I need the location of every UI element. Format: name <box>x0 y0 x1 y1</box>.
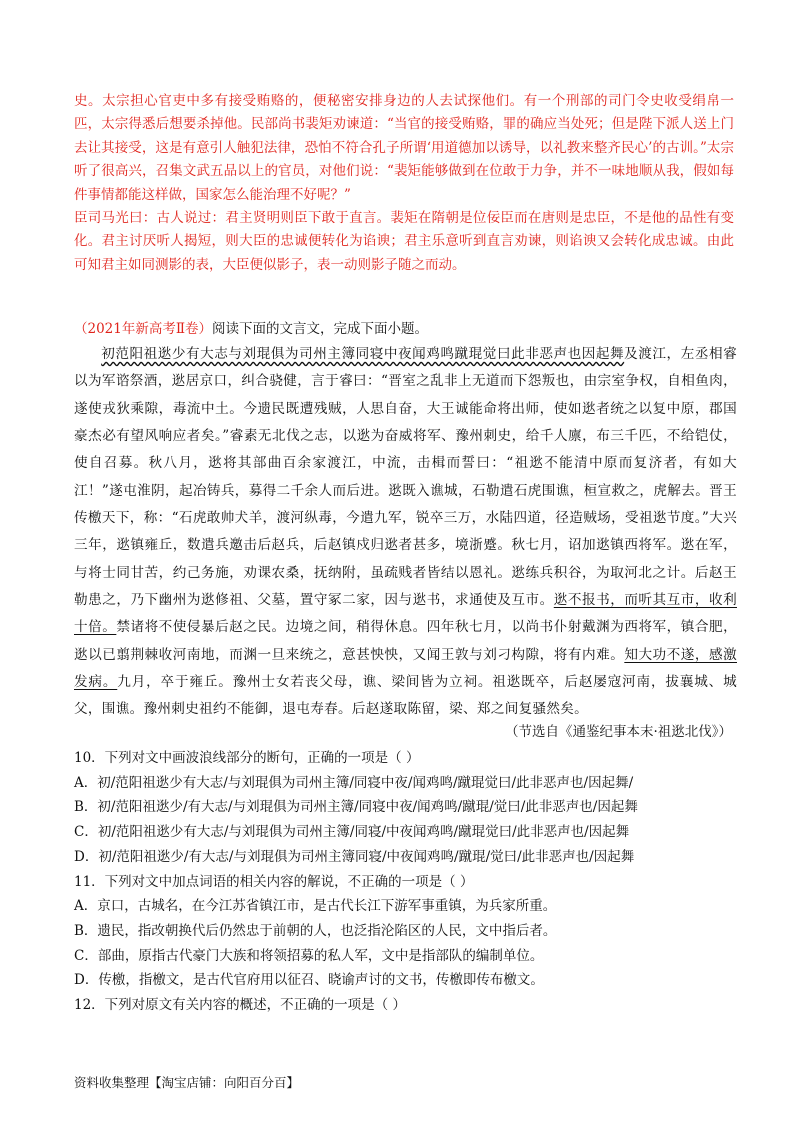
classical-passage <box>74 341 737 724</box>
question-option: C．初/范阳祖逖少有大志/与刘琨俱为司州主簿/同寝/中夜闻鸡鸣/蹴琨觉曰/此非恶声也/因起舞 <box>74 824 630 841</box>
question-list <box>74 746 734 1018</box>
question-stem: 11．下列对文中加点词语的相关内容的解说，不正确的一项是（ ） <box>74 873 474 890</box>
question-option: A．初/范阳祖逖少有大志/与刘琨俱为司州主簿/同寝中夜/闻鸡鸣/蹴琨觉曰/此非恶声也/因起舞/ <box>74 774 634 791</box>
underlined-sentence-1: 逖不报书，而听其互市，收利十倍。 <box>74 592 737 636</box>
passage-citation: （节选自《通鉴纪事本末·祖逖北伐》） <box>504 724 732 740</box>
page-footer: 资料收集整理【淘宝店铺：向阳百分百】 <box>74 1075 300 1090</box>
question-stem: 12．下列对原文有关内容的概述，不正确的一项是（ ） <box>74 997 406 1014</box>
underlined-sentence-2: 知大功不遂，感激发病。 <box>74 646 737 691</box>
commentary-paragraph: 臣司马光曰：古人说过：君主贤明则臣下敢于直言。裴矩在隋朝是位佞臣而在唐则是忠臣，不是他的品性有变化。君主讨厌听人揭短，则大臣的忠诚便转化为谄谀；君主乐意听到直言劝谏，则谄谀又会转化成忠诚。由此可知君主如同测影的表，大臣便似影子，表一动则影子随之而动。 <box>74 210 734 273</box>
translation-paragraph: 史。太宗担心官吏中多有接受贿赂的，便秘密安排身边的人去试探他们。有一个刑部的司门令史收受绢帛一匹，太宗得悉后想要杀掉他。民部尚书裴矩劝谏道：“当官的接受贿赂，罪的确应当处死；但是陛下派人送上门去让其接受，这是有意引人触犯法律，恐怕不符合孔子所谓‘用道德加以诱导，以礼教来整齐民心’的古训。”太宗听了很高兴，召集文武五品以上的官员，对他们说：“裴矩能够做到在位敢于力争，并不一味地顺从我，假如每件事情都能这样做，国家怎么能治理不好呢？” <box>74 93 734 203</box>
question-option: B．遗民，指改朝换代后仍然忠于前朝的人，也泛指沦陷区的人民，文中指后者。 <box>74 922 557 939</box>
question-option: C．部曲，原指古代豪门大族和将领招募的私人军，文中是指部队的编制单位。 <box>74 947 544 964</box>
question-option: B．初/范阳祖逖少/有大志/与刘琨俱为司州主簿/同寝中夜/闻鸡鸣/蹴琨/觉曰/此非恶声也/因起舞 <box>74 799 638 816</box>
wavy-underlined-text: 初范阳祖逖少有大志与刘琨俱为司州主簿同寝中夜闻鸡鸣蹴琨觉曰此非恶声也因起舞 <box>101 346 625 362</box>
translation-block <box>74 90 734 277</box>
exam-source-line <box>74 318 734 340</box>
passage-text: 九月，卒于雍丘。豫州士女若丧父母，谯、梁间皆为立祠。祖逖既卒，后赵屡寇河南，拔襄城、城父，围谯。豫州刺史祖约不能御，退屯寿春。后赵遂取陈留，梁、郑之间复骚然矣。 <box>74 674 737 718</box>
question-stem: 10．下列对文中画波浪线部分的断句，正确的一项是（ ） <box>74 750 420 766</box>
exam-instruction: 阅读下面的文言文，完成下面小题。 <box>212 321 429 337</box>
question-option: A．京口，古城名，在今江苏省镇江市，是古代长江下游军事重镇，为兵家所重。 <box>74 898 557 915</box>
question-option: D．传檄，指檄文，是古代官府用以征召、晓谕声讨的文书，传檄即传布檄文。 <box>74 972 544 989</box>
passage-text: 及渡江，左丞相睿以为军谘祭酒，逖居京口，纠合骁健，言于睿曰：“晋室之乱非上无道而下怨叛也，由宗室争权，自相鱼肉，遂使戎狄乘隙，毒流中土。今遗民既遭残贼，人思自奋，大王诚能命将出师，使如逖者统之以复中原，郡国豪杰必有望风响应者矣。”睿素无北伐之志，以逖为奋威将军、豫州刺史，给千人廪，布三千匹，不给铠仗，使自召募。秋八月，逖将其部曲百余家渡江，中流，击楫而誓曰：“祖逖不能清中原而复济者，有如大江！”遂屯淮阴，起冶铸兵，募得二千余人而后进。逖既入谯城，石勒遣石虎围谯，桓宣救之，虎解去。晋王传檄天下，称：“石虎敢帅犬羊，渡河纵毒，今遣九军，锐卒三万，水陆四道，径造贼场，受祖逖节度。”大兴三年，逖镇雍丘，数遣兵邀击后赵兵，后赵镇戍归逖者甚多，境浙蹙。秋七月，诏加逖镇西将军。逖在军，与将士同甘苦，约己务施，劝课农桑，抚纳附，虽疏贱者皆结以恩礼。逖练兵积谷，为取河北之计。后赵王勒患之，乃下幽州为逖修祖、父墓，置守冢二家，因与逖书，求通使及互市。 <box>74 346 737 609</box>
question-option: D．初/范阳祖逖少/有大志/与刘琨俱为司州主簿同寝/中夜闻鸡鸣/蹴琨/觉曰/此非恶声也/因起舞 <box>74 848 635 865</box>
passage-paragraph <box>74 341 737 724</box>
passage-text: 禁诸将不使侵暴后赵之民。边境之间，稍得休息。四年秋七月，以尚书仆射戴渊为西将军，镇合肥，逖以已翦荆棘收河南地，而渊一旦来统之，意甚怏怏，又闻王敦与刘刁构隙，将有内难。 <box>74 619 737 663</box>
exam-source-tag: （2021年新高考Ⅱ卷） <box>74 321 213 337</box>
